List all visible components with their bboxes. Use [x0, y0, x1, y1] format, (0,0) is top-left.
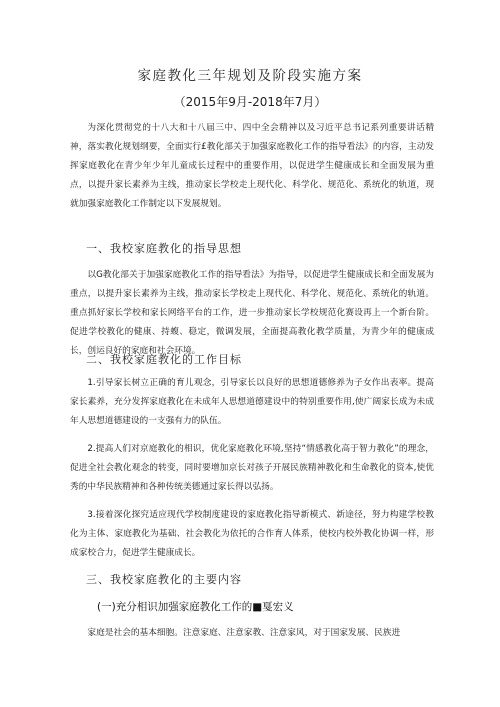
section1-paragraph: 以G教化部关于加强家庭教化工作的指导看法》为指导，以促进学生健康成长和全面发展为重点，以提升家长素养为主线，推动家长学校走上现代化、科学化、规范化、系统化的轨道。重点抓好家长学校和家长网络平台的工作，进一步推动家长学校规范化赛设再上一个新台阶。促进学校教化的健康、持蝮、稳定，微调发展，全面提高教化教学质量，为青少年的健康成长，创运良好的家庭和社会环境。: [70, 270, 434, 356]
section3-paragraph: 家庭是社会的基本细胞。注意家庭、注意家教、注意家风，对于国家发展、民族进: [87, 628, 401, 638]
intro-block: [70, 119, 434, 214]
goal2-block: [70, 440, 434, 497]
goal1-paragraph: 1.引导家长树立正确的育儿观念，引导家长以良好的思想道德修养为子女作出表率。提高家长素养，充分发挥家庭教化在未成年人思想道德建设中的特别重要作用,使广阔家长成为未成年人思想道德建设的一支强有力的队伍。: [70, 378, 434, 426]
section-heading-guiding-ideology: 一、我校家庭教化的指导思想: [86, 242, 242, 255]
goal1-block: [70, 374, 434, 431]
document-title: 家庭教化三年规划及阶段实施方案: [137, 68, 363, 84]
goal3-block: [70, 506, 434, 563]
section3-block: [70, 624, 434, 643]
subsection-heading-1: (一)充分相识加强家庭教化工作的■戛宏义: [97, 601, 294, 613]
document-subtitle: （2015年9月-2018年7月）: [173, 95, 327, 109]
goal2-paragraph: 2.提高人们对京庭教化的相识，优化家庭教化环境,坚持“情感教化高于智力教化”的理念，促进全社会教化观念的转变，同时要增加京长对孩子开展民族精神教化和生命教化的资本,使优秀的中华民族精神和各种传统美德通过家长得以弘扬。: [70, 444, 434, 492]
intro-paragraph: 为深化贯彻党的十八大和十八届三中、四中全会精神以及习近平总书记系列重要讲话精神，落实教化规划纲要，全面实行£教化部关于加强家庭教化工作的指导看法》的内容，主动发挥家庭教化在青少年少年儿童成长过程中的重要作用，以促进学生健康成长和全面发展为重点，以提升家长素养为主线，推动家长学校走上现代化、科学化、规范化、系统化的轨道，现就加强家庭教化工作制定以下发展规划。: [70, 123, 434, 209]
section-heading-work-goals: 二、我校家庭教化的工作目标: [86, 353, 242, 366]
section-heading-main-content: 三、我校家庭教化的主要内容: [86, 573, 242, 586]
section1-block: [70, 266, 434, 361]
goal3-paragraph: 3.接着深化探究适应现代学校制度建设的家庭教化指导新模式、新途径，努力构建学校教化为主体、家庭教化为基础、社会教化为依托的合作育人体系，使校内校外教化协调一样，形成家校合力，促进学生健康成长。: [70, 510, 434, 558]
